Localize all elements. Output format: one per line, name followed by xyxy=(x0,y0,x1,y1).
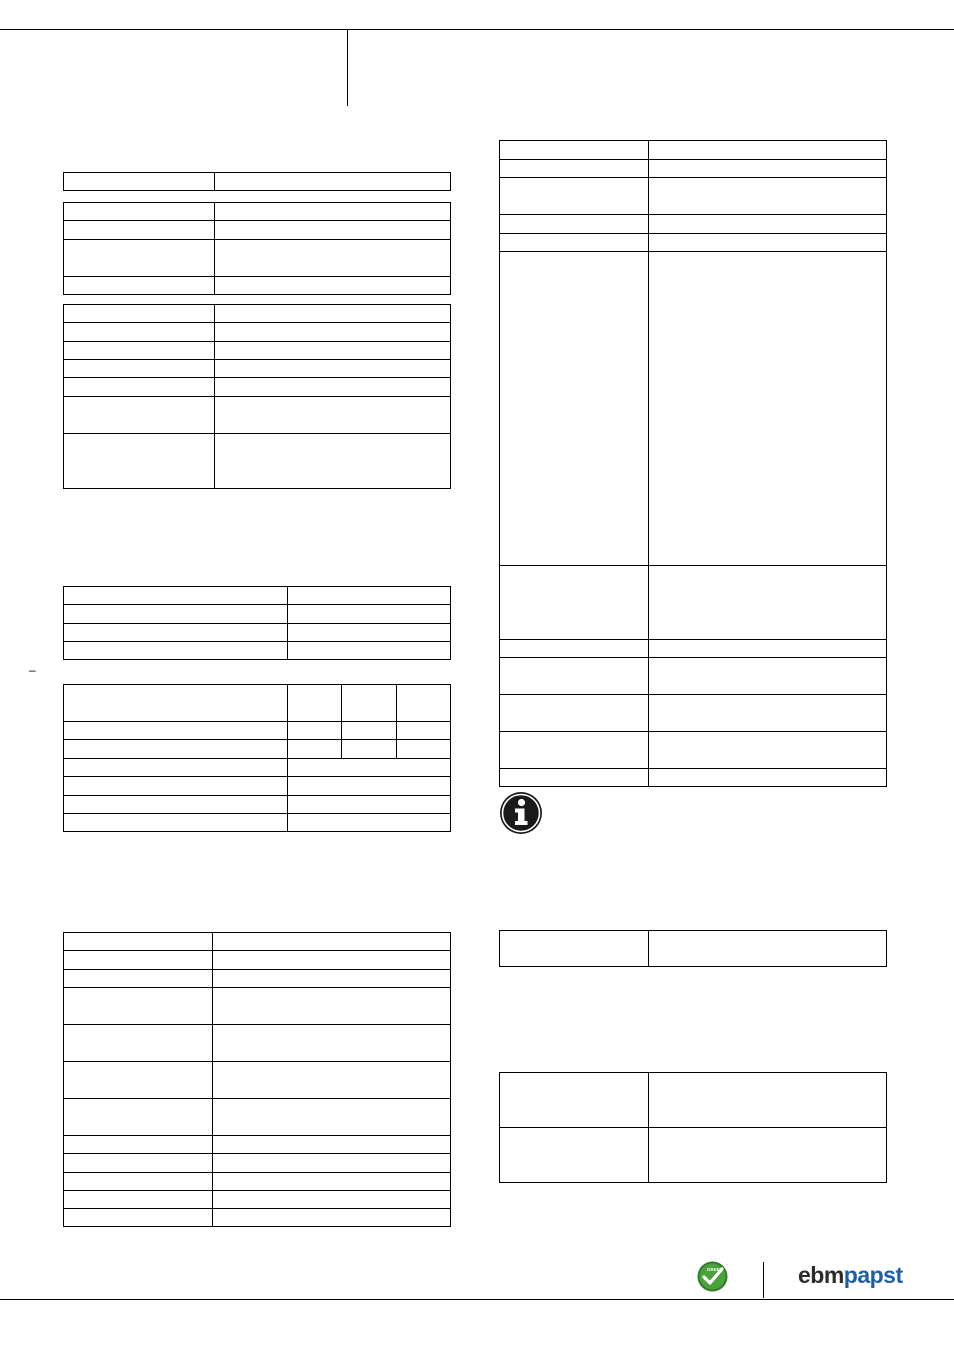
cell xyxy=(64,1025,213,1062)
info-icon xyxy=(499,791,543,835)
cell xyxy=(215,240,451,277)
brand-logo xyxy=(798,1259,903,1291)
cell xyxy=(649,252,887,566)
cell xyxy=(64,722,288,740)
cell xyxy=(649,931,887,967)
cell xyxy=(500,141,649,160)
cell xyxy=(64,221,215,240)
cell xyxy=(649,566,887,640)
cell xyxy=(64,1209,213,1227)
cell xyxy=(64,1154,213,1173)
cell xyxy=(288,777,451,796)
cell xyxy=(288,814,451,832)
cell xyxy=(649,1128,887,1183)
cell xyxy=(500,178,649,215)
cell xyxy=(213,1173,451,1191)
cell xyxy=(215,277,451,295)
cell xyxy=(342,722,397,740)
cell xyxy=(64,305,215,323)
cell xyxy=(64,951,213,970)
cell xyxy=(500,160,649,178)
cell xyxy=(500,769,649,787)
table-l6 xyxy=(63,932,451,1227)
cell xyxy=(500,732,649,769)
cell xyxy=(215,397,451,434)
table-r1 xyxy=(499,140,887,787)
cell xyxy=(64,642,288,660)
cell xyxy=(64,1191,213,1209)
cell xyxy=(288,624,451,642)
cell xyxy=(500,640,649,658)
brand-part1: ebm xyxy=(798,1262,844,1288)
cell xyxy=(64,434,215,489)
cell xyxy=(213,970,451,988)
cell xyxy=(213,933,451,951)
cell xyxy=(64,1173,213,1191)
cell xyxy=(64,1099,213,1136)
cell xyxy=(64,970,213,988)
cell xyxy=(397,722,451,740)
cell xyxy=(288,642,451,660)
cell xyxy=(213,1136,451,1154)
cell xyxy=(64,173,215,191)
cell xyxy=(64,796,288,814)
cell xyxy=(288,740,342,759)
cell xyxy=(215,323,451,342)
cell xyxy=(213,1025,451,1062)
cell xyxy=(213,1062,451,1099)
cell xyxy=(500,234,649,252)
header-top-rule xyxy=(0,29,954,30)
cell xyxy=(215,434,451,489)
cell xyxy=(500,931,649,967)
cell xyxy=(213,1154,451,1173)
cell xyxy=(649,160,887,178)
cell xyxy=(213,1099,451,1136)
cell xyxy=(64,814,288,832)
cell xyxy=(213,951,451,970)
cell xyxy=(213,1191,451,1209)
cell xyxy=(500,1073,649,1128)
cell xyxy=(64,777,288,796)
cell xyxy=(649,658,887,695)
cell xyxy=(288,759,451,777)
cell xyxy=(64,342,215,360)
cell xyxy=(64,277,215,295)
cell xyxy=(649,640,887,658)
cell xyxy=(649,178,887,215)
cell xyxy=(500,252,649,566)
table-r3 xyxy=(499,1072,887,1183)
cell xyxy=(397,740,451,759)
cell xyxy=(649,732,887,769)
small-mark: – xyxy=(29,663,36,677)
header-divider xyxy=(347,29,348,106)
cell xyxy=(64,1062,213,1099)
table-l3 xyxy=(63,304,451,489)
cell xyxy=(64,203,215,221)
cell xyxy=(215,342,451,360)
cell xyxy=(64,988,213,1025)
cell xyxy=(64,759,288,777)
cell xyxy=(500,1128,649,1183)
footer-rule xyxy=(0,1299,954,1300)
table-l4 xyxy=(63,586,451,660)
cell xyxy=(288,605,451,624)
cell xyxy=(215,221,451,240)
cell xyxy=(288,722,342,740)
cell xyxy=(64,240,215,277)
table-l5 xyxy=(63,684,451,832)
cell xyxy=(500,658,649,695)
cell xyxy=(500,215,649,234)
cell xyxy=(649,1073,887,1128)
cell xyxy=(64,605,288,624)
cell xyxy=(215,378,451,397)
cell xyxy=(288,587,451,605)
table-r2 xyxy=(499,930,887,967)
cell xyxy=(288,796,451,814)
cell xyxy=(500,695,649,732)
cell xyxy=(342,685,397,722)
cell xyxy=(649,234,887,252)
cell xyxy=(649,769,887,787)
cell xyxy=(649,695,887,732)
badge-text: GREEN xyxy=(707,1267,724,1272)
cell xyxy=(649,141,887,160)
cell xyxy=(500,566,649,640)
table-l2 xyxy=(63,202,451,295)
cell xyxy=(397,685,451,722)
cell xyxy=(215,203,451,221)
cell xyxy=(342,740,397,759)
cell xyxy=(64,624,288,642)
cell xyxy=(64,587,288,605)
green-tech-badge-icon xyxy=(697,1261,728,1292)
cell xyxy=(215,173,451,191)
table-l1 xyxy=(63,172,451,191)
cell xyxy=(64,378,215,397)
cell xyxy=(649,215,887,234)
cell xyxy=(64,360,215,378)
cell xyxy=(64,685,288,722)
cell xyxy=(215,305,451,323)
cell xyxy=(213,988,451,1025)
cell xyxy=(213,1209,451,1227)
cell xyxy=(288,685,342,722)
cell xyxy=(64,397,215,434)
cell xyxy=(64,933,213,951)
cell xyxy=(64,740,288,759)
brand-part2: papst xyxy=(843,1262,903,1288)
cell xyxy=(64,1136,213,1154)
cell xyxy=(64,323,215,342)
footer-divider xyxy=(763,1262,764,1298)
cell xyxy=(215,360,451,378)
